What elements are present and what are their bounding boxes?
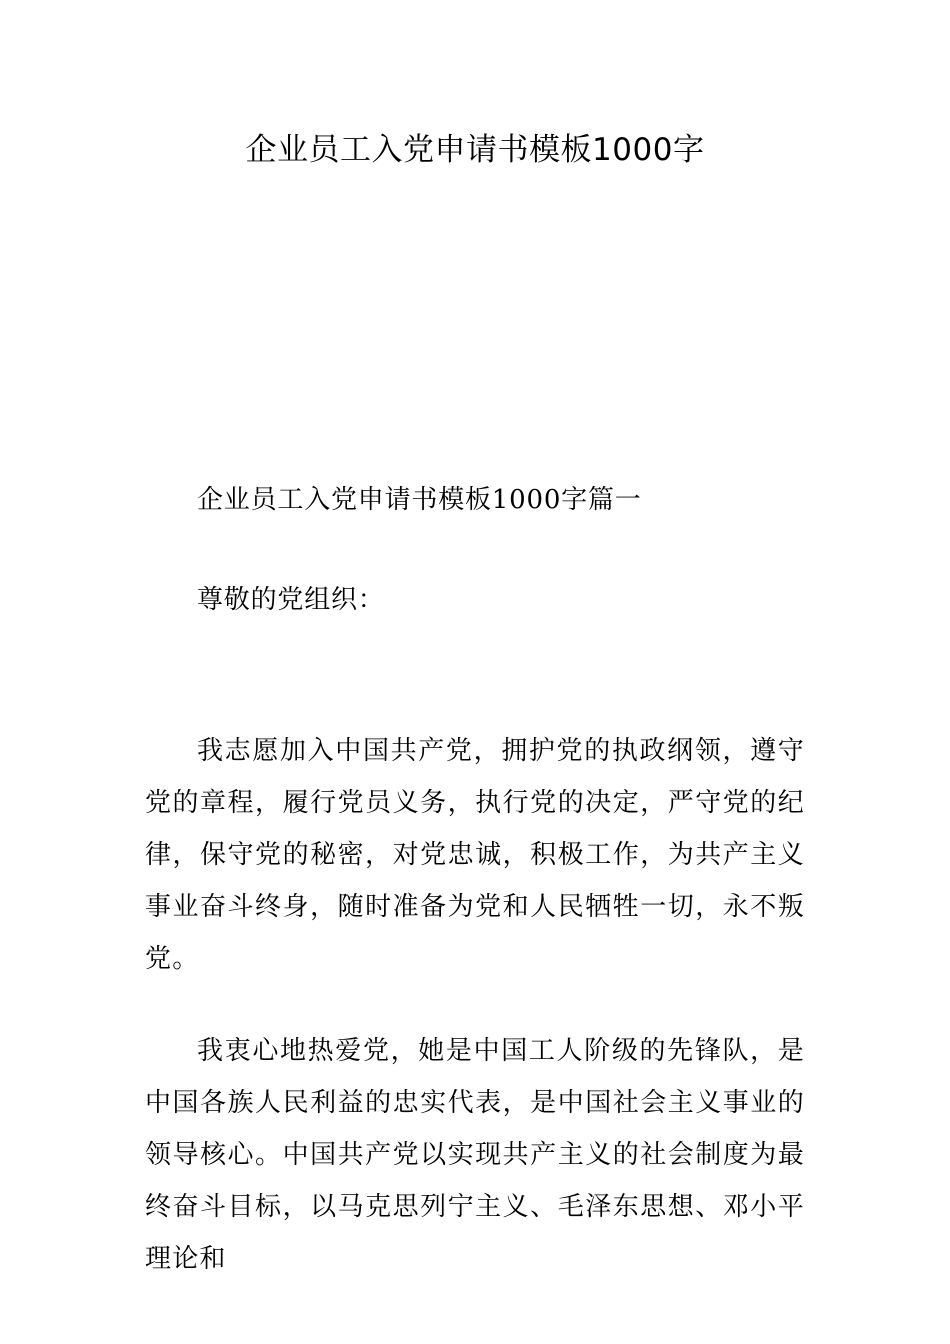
salutation: 尊敬的党组织： xyxy=(197,585,385,615)
section-heading: 企业员工入党申请书模板1000字篇一 xyxy=(197,485,642,515)
body-paragraph-1: 我志愿加入中国共产党，拥护党的执政纲领，遵守党的章程，履行党员义务，执行党的决定，严守党的纪律，保守党的秘密，对党忠诚，积极工作，为共产主义事业奋斗终身，随时准备为党和人民牺牲一切，永不叛党。 xyxy=(145,736,805,974)
body-paragraph-2: 我衷心地热爱党，她是中国工人阶级的先锋队，是中国各族人民利益的忠实代表，是中国社会主义事业的领导核心。中国共产党以实现共产主义的社会制度为最终奋斗目标，以马克思列宁主义、毛泽东思想、邓小平理论和 xyxy=(145,1036,805,1274)
document-title: 企业员工入党申请书模板1000字 xyxy=(245,132,705,168)
